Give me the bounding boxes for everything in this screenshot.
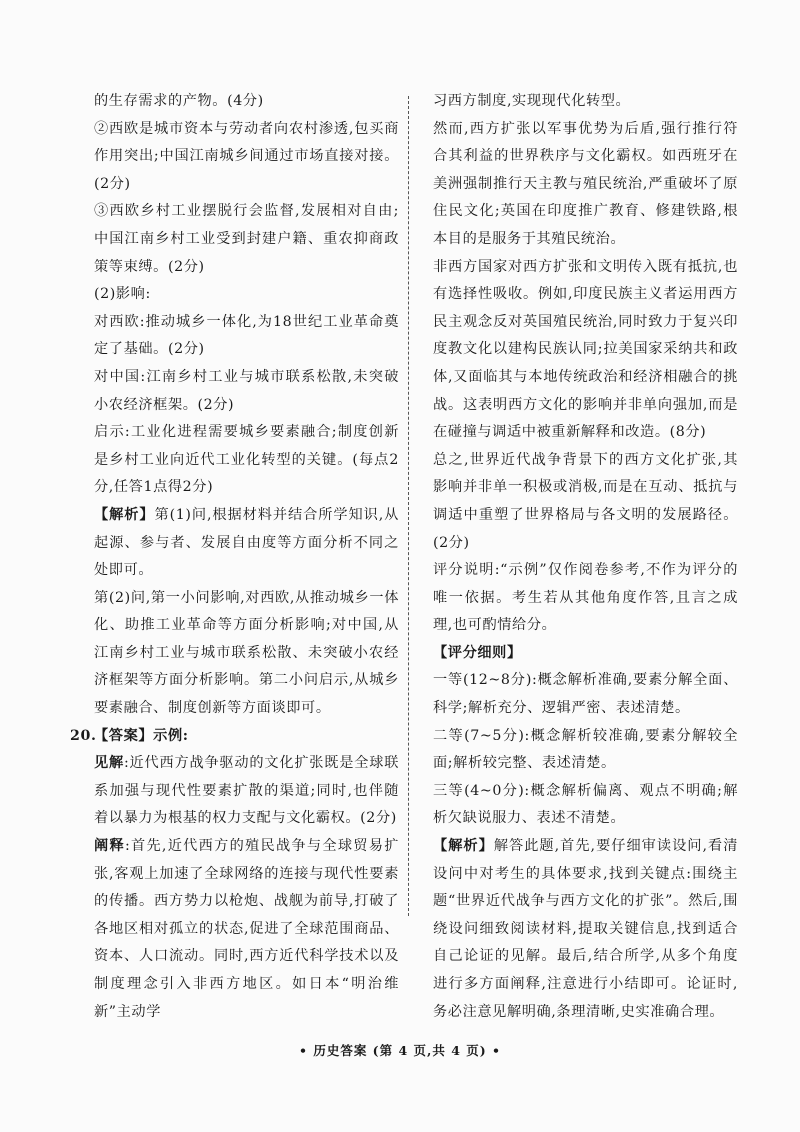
- scoring-note: [433, 557, 738, 640]
- paragraph: 然而,西方扩张以军事优势为后盾,强行推行符合其利益的世界秩序与文化霸权。如西班牙在美洲强制推行天主教与殖民统治,严重破坏了原住民文化;英国在印度推广教育、修建铁路,根本目的是服务于其殖民统治。: [433, 120, 738, 247]
- analysis-paragraph: [433, 833, 738, 1026]
- paragraph: ②西欧是城市资本与劳动者向农村渗透,包买商作用突出;中国江南城乡间通过市场直接对接。(2分): [94, 120, 399, 192]
- paragraph: 第(2)问,第一小问影响,对西欧,从推动城乡一体化、助推工业革命等方面分析影响;对中国,从江南乡村工业与城市联系松散、未突破小农经济框架等方面分析影响。第二小问启示,从城乡要素融合、制度创新等方面谈即可。: [94, 589, 399, 717]
- analysis-text: 解答此题,首先,要仔细审读设问,看清设问中对考生的具体要求,找到关键点:围绕主题“世界近代战争与西方文化的扩张”。然后,围绕设问细致阅读材料,提取关键信息,找到适合自己论证的见解。最后,结合所学,从多个角度进行多方面阐释,注意进行小结即可。论证时,务必注意见解明确,条理清晰,史实准确合理。: [433, 838, 738, 1020]
- paragraph: 总之,世界近代战争背景下的西方文化扩张,其影响并非单一积极或消极,而是在互动、抵抗与调适中重塑了世界格局与各文明的发展路径。(2分): [433, 451, 738, 551]
- viewpoint-tag: 见解: [94, 755, 124, 772]
- grade-three: 三等(4~0分):概念解析偏离、观点不明确;解析欠缺说服力、表述不清楚。: [433, 782, 738, 827]
- question-20-header: [70, 723, 399, 751]
- scoring-note-tag: 评分说明: [433, 562, 495, 579]
- scoring-note-text: :“示例”仅作阅卷参考,不作为评分的唯一依据。考生若从其他角度作答,且言之成理,也可酌情给分。: [433, 562, 738, 634]
- paragraph: ③西欧乡村工业摆脱行会监督,发展相对自由;中国江南乡村工业受到封建户籍、重农抑商政策等束缚。(2分): [94, 203, 399, 275]
- paragraph: 对西欧:推动城乡一体化,为18世纪工业革命奠定了基础。(2分): [94, 313, 399, 358]
- example-label: 示例:: [153, 727, 189, 744]
- question-number: 20.: [70, 727, 97, 744]
- paragraph: 习西方制度,实现现代化转型。: [433, 93, 631, 109]
- left-column: [70, 88, 399, 1026]
- elaboration-tag: 阐释: [94, 838, 125, 855]
- analysis-tag: 【解析】: [433, 838, 494, 855]
- grade-one: 一等(12~8分):概念解析准确,要素分解全面、科学;解析充分、逻辑严密、表述清楚。: [433, 672, 738, 717]
- paragraph: 启示:工业化进程需要城乡要素融合;制度创新是乡村工业向近代工业化转型的关键。(每点2分,任答1点得2分): [94, 424, 399, 496]
- analysis-text: 第(1)问,根据材料并结合所学知识,从起源、参与者、发展自由度等方面分析不同之处即可。: [94, 506, 399, 579]
- elaboration-text: :首先,近代西方的殖民战争与全球贸易扩张,客观上加速了全球网络的连接与现代性要素的传播。西方势力以枪炮、战舰为前导,打破了各地区相对孤立的状态,促进了全球范围商品、资本、人口流动。同时,西方近代科学技术以及制度理念引入非西方地区。如日本“明治维新”主动学: [94, 838, 399, 1020]
- analysis-paragraph: [94, 502, 399, 585]
- right-column: [433, 88, 738, 1026]
- paragraph: (2)影响:: [94, 286, 151, 303]
- page-footer: • 历史答案 (第 4 页,共 4 页) •: [298, 1043, 502, 1058]
- paragraph: 非西方国家对西方扩张和文明传入既有抵抗,也有选择性吸收。例如,印度民族主义者运用西方民主观念反对英国殖民统治,同时致力于复兴印度教文化以建构民族认同;拉美国家采纳共和政体,又面临其与本地传统政治和经济相融合的挑战。这表明西方文化的影响并非单向强加,而是在碰撞与调适中被重新解释和改造。(8分): [433, 258, 738, 441]
- viewpoint-paragraph: [94, 750, 399, 833]
- grade-two: 二等(7~5分):概念解析较准确,要素分解较全面;解析较完整、表述清楚。: [433, 727, 738, 772]
- paragraph: 对中国:江南乡村工业与城市联系松散,未突破小农经济框架。(2分): [94, 368, 399, 413]
- scoring-rules-heading: 【评分细则】: [433, 644, 522, 661]
- elaboration-paragraph: [94, 833, 399, 1026]
- answer-tag: 【答案】: [94, 727, 154, 744]
- column-divider: [408, 96, 409, 916]
- viewpoint-text: :近代西方战争驱动的文化扩张既是全球联系加强与现代性要素扩散的渠道;同时,也伴随着以暴力为根基的权力支配与文化霸权。(2分): [94, 755, 399, 827]
- analysis-tag: 【解析】: [94, 506, 155, 523]
- paragraph: 的生存需求的产物。(4分): [94, 93, 264, 109]
